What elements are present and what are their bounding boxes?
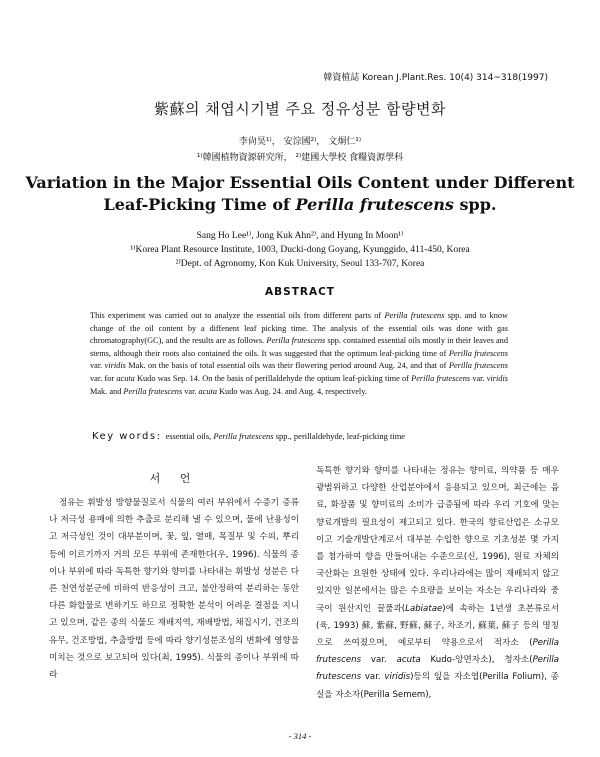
korean-authors: 李尙昊¹⁾， 安淙國²⁾， 文炯仁¹⁾ bbox=[238, 137, 362, 147]
abs-italic: Perilla frutescens bbox=[448, 361, 508, 371]
korean-affiliations: ¹⁾韓國植物資源硏究所， ²⁾建國大學校 食糧資源學科 bbox=[196, 153, 404, 163]
affiliation-1: ¹⁾Korea Plant Resource Institute, 1003, Ducki-dong Goyang, Kyunggido, 411-450, Korea bbox=[130, 245, 470, 255]
intro-italic: Labiatae bbox=[405, 603, 443, 614]
kw-text: essential oils, bbox=[165, 431, 214, 441]
english-authors: Sang Ho Lee¹⁾, Jong Kuk Ahn²⁾, and Hyung In Moon¹⁾ bbox=[196, 231, 404, 241]
abs-text: spp. and to know change of the oil content by a diffenent leaf picking time. The analysis of the essential oils was done with gas chromatography(GC), and the results are as follows. bbox=[90, 311, 508, 346]
english-title-line2 bbox=[0, 194, 600, 216]
korean-title: 紫蘇의 채엽시기별 주요 정유성분 함량변화 bbox=[154, 100, 446, 118]
abs-italic: acuta bbox=[198, 386, 217, 396]
intro-text: var. bbox=[361, 655, 397, 666]
intro-italic: Perilla frutescens bbox=[316, 655, 559, 683]
intro-left-column bbox=[49, 495, 299, 684]
abs-text: This experiment was carried out to analyze the essential oils from different parts of bbox=[90, 311, 385, 320]
kw-text: spp., perillaldehyde, leaf-picking time bbox=[273, 431, 406, 441]
abs-text: Mak. and bbox=[90, 386, 124, 396]
intro-heading: 서 언 bbox=[149, 472, 199, 485]
abs-text: var. for bbox=[90, 373, 117, 383]
abs-text: spp. contained essential oils mostly in their leaves and stems, although their roots also contained the oils. It was suggested that the optimum leaf-picking time of bbox=[90, 336, 508, 358]
intro-text: )등의 잎을 자소엽(Perilla Folium), 종실을 자소자(Perilla Semem), bbox=[316, 672, 559, 700]
page-number: - 314 - bbox=[288, 731, 312, 741]
intro-paragraph: 정유는 휘발성 방향물질로서 식물의 여러 부위에서 수증기 증류나 저극성 용매에 의한 추출로 분리해 낼 수 있으며, 물에 난용성이고 저극성인 것이 대부분이며, 꽃, 잎, 열매, 목질부 및 수피, 뿌리 등에 이르기까지 거의 모든 부위에 존재한다(우, 1996). 식물의 종이나 부위에 따라 독특한 향기와 향미를 나타내는 휘발성 성분은 다른 천연성분군에 비하여 반응성이 크고, 불안정하여 분리하는 동안 다른 화합물로 변하기도 하므로 정확한 분석이 어려운 결점을 지니고 있으며, 같은 종의 식물도 재배지역, 재배방법, 채집시기, 건조의 유무, 건조방법, 추출방법 등에 따라 향기성분조성의 변화에 영향을 미치는 것으로 보고되어 있다(최, 1995). 식물의 종이나 부위에 따라 bbox=[49, 498, 299, 681]
abs-italic: Perilla frutescens bbox=[448, 348, 508, 358]
intro-italic: acuta bbox=[396, 655, 421, 666]
english-authors-block bbox=[0, 229, 600, 271]
kw-italic: Perilla frutescens bbox=[213, 431, 274, 441]
abs-italic: acuta bbox=[116, 373, 135, 383]
intro-text: var. bbox=[361, 672, 385, 683]
abstract-heading: ABSTRACT bbox=[265, 286, 335, 298]
abs-italic: Perilla frutescens bbox=[266, 336, 326, 346]
abs-italic: Perilla frutescens bbox=[384, 311, 445, 320]
keywords bbox=[92, 431, 522, 442]
abs-italic: Perilla frutescens bbox=[123, 386, 183, 396]
abs-text: Kudo was Aug. 24. and Aug. 4, respectively. bbox=[216, 386, 367, 396]
abs-text: Kudo was Sep. 14. On the basis of perillaldehyde the optium leaf-picking time of bbox=[134, 373, 412, 383]
affiliation-2: ²⁾Dept. of Agronomy, Kon Kuk University, Seoul 133-707, Korea bbox=[175, 259, 425, 269]
intro-paragraph-continued bbox=[316, 463, 559, 704]
title-species: Perilla frutescens bbox=[295, 195, 454, 214]
abs-italic: Perilla frutescens bbox=[411, 373, 471, 383]
english-title bbox=[0, 172, 600, 216]
abs-italic: viridis bbox=[486, 373, 508, 383]
intro-italic: Perilla frutescens bbox=[316, 638, 559, 666]
abs-italic: viridis bbox=[104, 361, 126, 371]
intro-right-column bbox=[316, 463, 559, 704]
abs-text: var. bbox=[470, 373, 487, 383]
keywords-label: Key words: bbox=[92, 431, 162, 442]
abs-text: var. bbox=[182, 386, 199, 396]
abs-text: var. bbox=[90, 361, 105, 371]
abstract-body bbox=[90, 310, 508, 398]
intro-text: )에 속하는 1년생 초본류로서(육, 1993) 蘇, 紫蘇, 野蘇, 蘇子, 차조기, 蘇葉, 蘇子 등의 명칭으로 쓰여졌으며, 예로부터 약용으로서 적자소 ( bbox=[316, 603, 560, 649]
intro-text: 독특한 향기와 향미를 나타내는 정유는 향미료, 의약품 등 매우 광범위하고 다양한 산업분야에서 응용되고 있으며, 최근에는 음료, 화장품 및 향미료의 소비가 급증됨에 따라 우리 기호에 맞는 향료개발의 필요성이 제고되고 있다. 한국의 향료산업은 소규모이고 기술개발단계로서 대부분 수입한 향으로 기초성분 몇 가지를 첨가하여 향을 만들어내는 수준으로(신, 1996), 원료 자체의 국산화는 요원한 상태에 있다. 우리나라에는 많이 재배되지 않고 있지만 일본에서는 많은 수요량을 보이는 자소는 우리나라와 중국이 원산지인 꿀풀과( bbox=[316, 466, 559, 614]
intro-text: Kudo-앙면자소), 청자소( bbox=[420, 655, 533, 666]
english-title-line1: Variation in the Major Essential Oils Content under Different bbox=[25, 173, 575, 192]
title-suffix: spp. bbox=[453, 195, 497, 214]
title-prefix: Leaf-Picking Time of bbox=[103, 195, 296, 214]
abs-text: Mak. on the basis of total essential oils was their flowering period around Aug. 24, and that of bbox=[125, 361, 449, 371]
intro-italic: viridis bbox=[384, 672, 411, 683]
journal-citation: 韓資植誌 Korean J.Plant.Res. 10(4) 314~318(1997) bbox=[323, 73, 548, 83]
